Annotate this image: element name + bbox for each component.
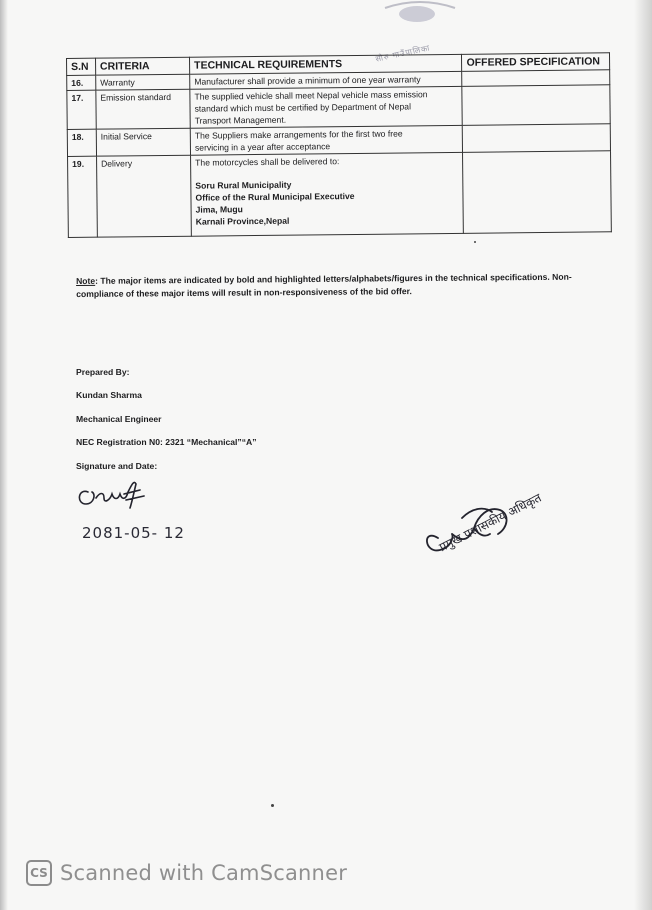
signature-date: 2081-05- 12 (82, 524, 185, 542)
requirement-line: Transport Management. (194, 114, 287, 126)
signature-label: Signature and Date: (76, 461, 158, 471)
row-criteria: Emission standard (96, 89, 190, 129)
address-line: Karnali Province,Nepal (195, 215, 290, 227)
requirement-line: standard which must be certified by Department of Nepal (194, 101, 411, 114)
table-row (67, 85, 610, 130)
row-criteria: Initial Service (96, 128, 190, 156)
handwritten-signature (74, 470, 154, 520)
row-criteria: Delivery (96, 155, 191, 237)
header-sn: S.N (67, 58, 96, 75)
camscanner-icon: CS (26, 860, 52, 886)
page-edge-shadow-right (634, 0, 652, 910)
row-sn: 17. (67, 90, 96, 129)
row-requirement (191, 152, 464, 236)
preparer-title: Mechanical Engineer (76, 414, 162, 424)
address-line: Soru Rural Municipality (195, 179, 292, 191)
speck (271, 804, 274, 807)
prepared-by-heading: Prepared By: (76, 367, 130, 377)
row-sn: 19. (68, 156, 98, 237)
nec-registration: NEC Registration N0: 2321 “Mechanical”“A” (76, 437, 257, 447)
header-technical-requirements: TECHNICAL REQUIREMENTS (190, 54, 463, 74)
row-requirement (190, 86, 463, 128)
requirement-line: The supplied vehicle shall meet Nepal vehicle mass emission (194, 89, 428, 102)
camscanner-text: Scanned with CamScanner (60, 861, 348, 885)
row-sn: 16. (67, 75, 96, 90)
requirement-line: Manufacturer shall provide a minimum of one year warranty (194, 74, 421, 87)
row-requirement (190, 125, 463, 155)
preparer-name: Kundan Sharma (76, 390, 142, 400)
header-criteria: CRITERIA (95, 57, 189, 75)
top-stamp-mark (355, 0, 485, 50)
requirement-line: servicing in a year after acceptance (194, 141, 331, 153)
requirement-line: The Suppliers make arrangements for the first two free (194, 128, 403, 141)
row-offered (463, 124, 611, 153)
note-text: : The major items are indicated by bold and highlighted letters/alphabets/figures in the technical specifications. Non-compliance of these major items will result in non-responsiveness of the bid offer. (76, 271, 572, 299)
table-row (68, 151, 612, 238)
row-offered (462, 85, 610, 126)
row-sn: 18. (67, 129, 96, 156)
specification-table (66, 52, 612, 238)
note-paragraph (76, 270, 596, 301)
stamp-text: सोरु गाउँपालिका (374, 43, 432, 64)
camscanner-watermark (26, 860, 347, 886)
address-line: Jima, Mugu (195, 204, 243, 215)
row-criteria: Warranty (96, 74, 190, 90)
requirement-line: The motorcycles shall be delivered to: (195, 156, 340, 168)
header-offered-specification: OFFERED SPECIFICATION (462, 53, 610, 72)
row-offered (462, 70, 610, 87)
page-edge-shadow-left (0, 0, 8, 910)
speck (474, 241, 476, 243)
row-offered (463, 151, 611, 234)
address-line: Office of the Rural Municipal Executive (195, 190, 355, 203)
note-label: Note (76, 275, 96, 286)
official-title: प्रमुख प्रशासकीय अधिकृत (436, 490, 544, 555)
